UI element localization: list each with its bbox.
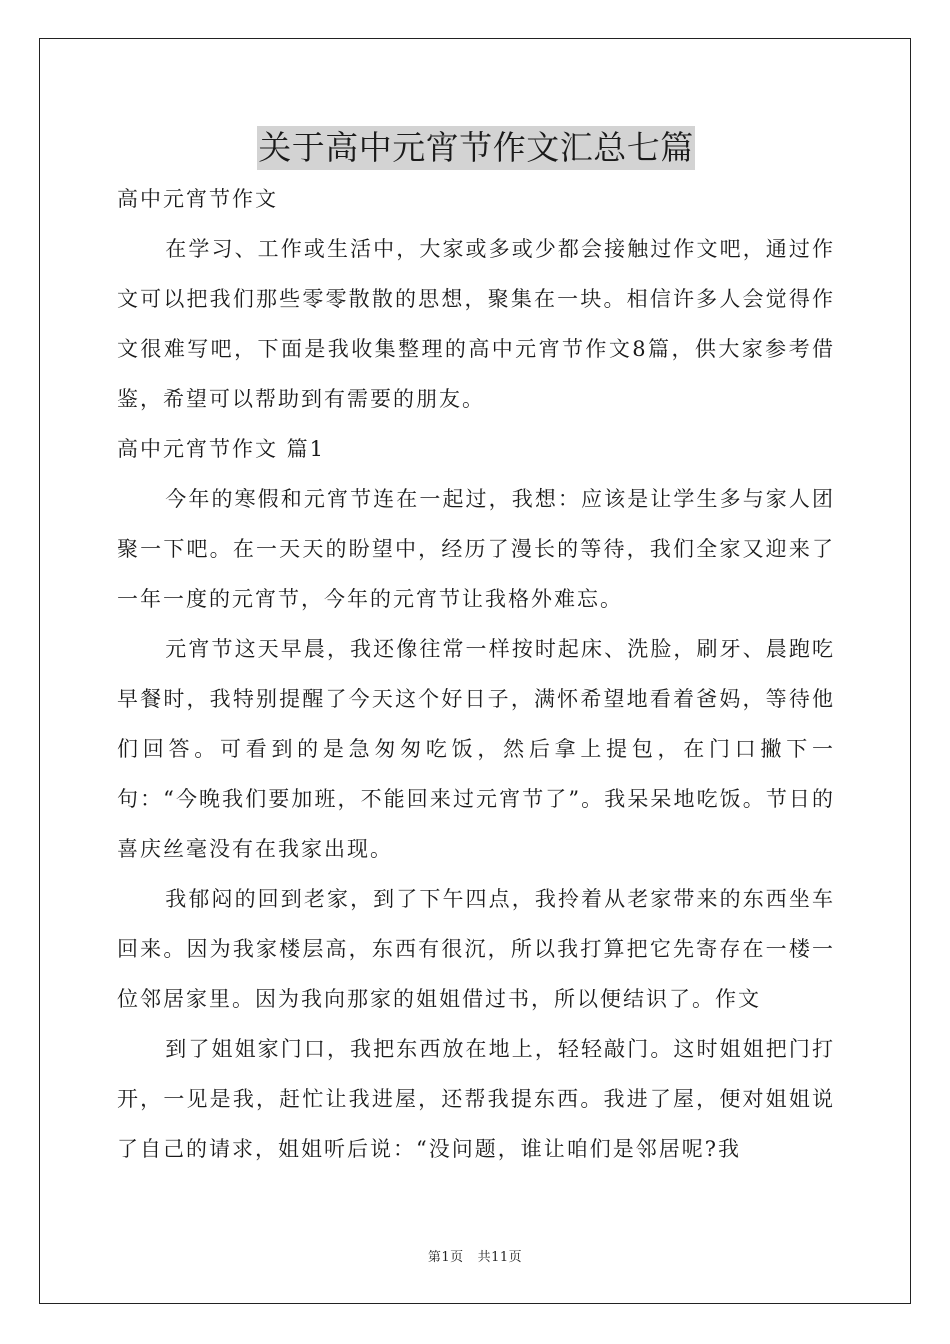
title-wrap [117, 122, 835, 174]
paragraph: 在学习、工作或生活中，大家或多或少都会接触过作文吧，通过作文可以把我们那些零零散散的思想，聚集在一块。相信许多人会觉得作文很难写吧，下面是我收集整理的高中元宵节作文8篇，供大家参考借鉴，希望可以帮助到有需要的朋友。 [117, 237, 835, 411]
section-heading: 高中元宵节作文 [117, 187, 278, 211]
document-blocks [117, 174, 835, 1174]
paragraph: 元宵节这天早晨，我还像往常一样按时起床、洗脸，刷牙、晨跑吃早餐时，我特别提醒了今天这个好日子，满怀希望地看着爸妈，等待他们回答。可看到的是急匆匆吃饭，然后拿上提包，在门口撇下一句：“今晚我们要加班，不能回来过元宵节了”。我呆呆地吃饭。节日的喜庆丝毫没有在我家出现。 [117, 637, 835, 861]
page-footer [0, 1246, 950, 1265]
section-heading: 高中元宵节作文 篇1 [117, 437, 326, 461]
document-body [117, 122, 835, 1174]
paragraph: 我郁闷的回到老家，到了下午四点，我拎着从老家带来的东西坐车回来。因为我家楼层高，东西有很沉，所以我打算把它先寄存在一楼一位邻居家里。因为我向那家的姐姐借过书，所以便结识了。作文 [117, 887, 835, 1011]
document-title: 关于高中元宵节作文汇总七篇 [257, 126, 695, 170]
page-number: 第1页 [427, 1250, 464, 1265]
page-total: 共11页 [477, 1250, 523, 1265]
paragraph: 到了姐姐家门口，我把东西放在地上，轻轻敲门。这时姐姐把门打开，一见是我，赶忙让我进屋，还帮我提东西。我进了屋，便对姐姐说了自己的请求，姐姐听后说：“没问题，谁让咱们是邻居呢?我 [117, 1037, 835, 1161]
paragraph: 今年的寒假和元宵节连在一起过，我想：应该是让学生多与家人团聚一下吧。在一天天的盼望中，经历了漫长的等待，我们全家又迎来了一年一度的元宵节，今年的元宵节让我格外难忘。 [117, 487, 835, 611]
